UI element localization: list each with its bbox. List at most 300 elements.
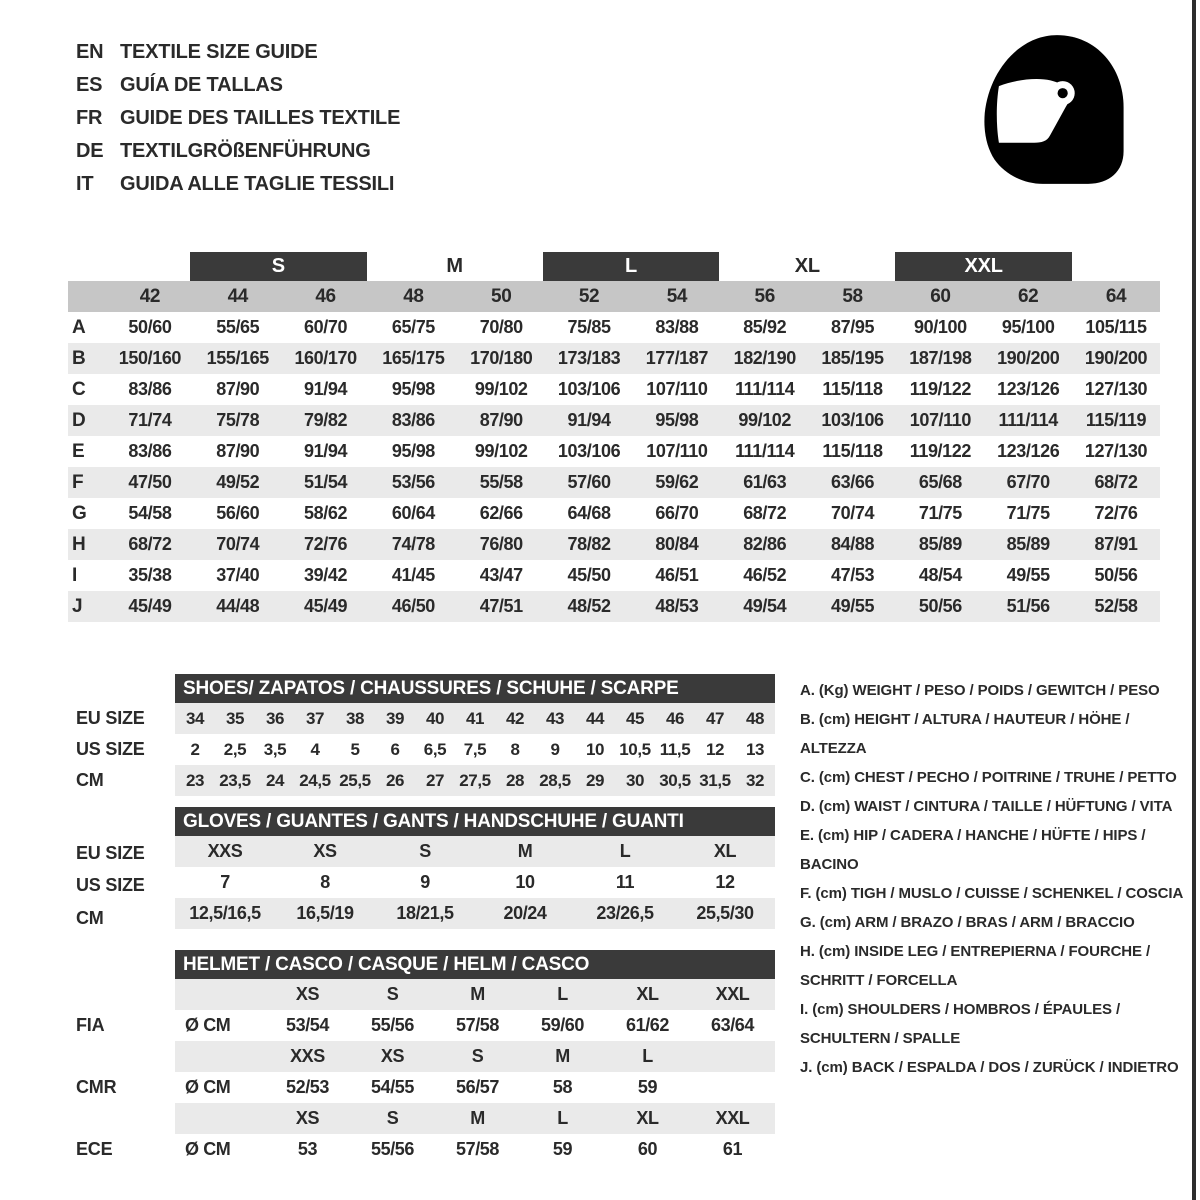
language-code: DE bbox=[76, 140, 104, 162]
shoes-eu-size-label: EU SIZE bbox=[76, 708, 145, 728]
racing-helmet-icon bbox=[972, 28, 1142, 198]
measure-cell: 62/66 bbox=[479, 503, 523, 523]
size-group-row bbox=[68, 252, 1160, 281]
measure-cell: 107/110 bbox=[909, 410, 971, 430]
shoes-eu-cell: 48 bbox=[745, 708, 765, 728]
measure-cell: 87/91 bbox=[1094, 534, 1138, 554]
helmet-fia-sizes-row bbox=[175, 979, 775, 1010]
measure-cell: 99/102 bbox=[738, 410, 792, 430]
shoes-eu-cell: 47 bbox=[705, 708, 725, 728]
measure-cell: 115/119 bbox=[1085, 410, 1147, 430]
measure-cell: 48/52 bbox=[567, 596, 611, 616]
measure-cell: 82/86 bbox=[743, 534, 787, 554]
helmet-value-cell: 56/57 bbox=[455, 1077, 500, 1097]
measure-cell: 127/130 bbox=[1084, 441, 1148, 461]
measure-row-c bbox=[68, 374, 1160, 405]
gloves-cm-label: CM bbox=[76, 908, 104, 928]
diameter-cm-unit: Ø CM bbox=[185, 1139, 231, 1159]
measure-cell: 107/110 bbox=[646, 441, 708, 461]
measure-cell: 107/110 bbox=[646, 379, 708, 399]
title-row-en bbox=[76, 36, 400, 69]
measure-cell: 115/118 bbox=[822, 441, 883, 461]
gloves-cm-row bbox=[175, 898, 775, 929]
page-right-border bbox=[1192, 0, 1196, 1200]
measure-cell: 76/80 bbox=[479, 534, 523, 554]
gloves-us-cell: 11 bbox=[615, 872, 635, 892]
measure-cell: 105/115 bbox=[1085, 317, 1147, 337]
page-title: GUIDA ALLE TAGLIE TESSILI bbox=[120, 173, 395, 195]
measure-cell: 55/58 bbox=[479, 472, 523, 492]
helmet-fia-values-row bbox=[175, 1010, 775, 1041]
measure-row-f bbox=[68, 467, 1160, 498]
measure-cell: 78/82 bbox=[567, 534, 611, 554]
numeric-size: 50 bbox=[491, 285, 512, 307]
numeric-size: 52 bbox=[578, 285, 600, 307]
helmet-size-cell: XS bbox=[295, 984, 320, 1004]
measure-cell: 83/86 bbox=[128, 441, 172, 461]
measure-cell: 79/82 bbox=[304, 410, 348, 430]
gloves-cm-cell: 16,5/19 bbox=[296, 903, 354, 923]
helmet-value-cell: 55/56 bbox=[370, 1139, 415, 1159]
helmet-table-header: HELMET / CASCO / CASQUE / HELM / CASCO bbox=[175, 950, 775, 979]
measure-cell: 177/187 bbox=[645, 348, 709, 368]
helmet-size-cell: M bbox=[555, 1046, 570, 1066]
measure-cell: 35/38 bbox=[128, 565, 172, 585]
diameter-cm-unit: Ø CM bbox=[185, 1077, 231, 1097]
page-title: GUÍA DE TALLAS bbox=[120, 74, 283, 96]
measure-cell: 84/88 bbox=[831, 534, 875, 554]
measure-cell: 53/56 bbox=[391, 472, 435, 492]
shoes-eu-cell: 42 bbox=[505, 708, 525, 728]
helmet-size-cell: M bbox=[470, 1108, 485, 1128]
shoes-cm-cell: 28,5 bbox=[539, 770, 571, 790]
numeric-size: 44 bbox=[227, 285, 248, 307]
textile-size-table bbox=[68, 252, 1160, 622]
numeric-size: 54 bbox=[666, 285, 688, 307]
helmet-value-cell: 61/62 bbox=[625, 1015, 670, 1035]
measure-cell: 87/95 bbox=[831, 317, 875, 337]
legend-item-i: I. (cm) SHOULDERS / HOMBROS / ÉPAULES / SCHULTERN / SPALLE bbox=[800, 1001, 1121, 1047]
helmet-table-body bbox=[175, 979, 775, 1165]
gloves-cm-cell: 12,5/16,5 bbox=[189, 903, 261, 923]
shoes-eu-row bbox=[175, 703, 775, 734]
measure-cell: 103/106 bbox=[557, 441, 621, 461]
measure-cell: 65/68 bbox=[918, 472, 962, 492]
row-letter: F bbox=[72, 471, 84, 493]
measure-cell: 39/42 bbox=[304, 565, 348, 585]
measure-cell: 50/56 bbox=[918, 596, 962, 616]
measure-cell: 68/72 bbox=[128, 534, 172, 554]
row-letter: B bbox=[72, 347, 86, 369]
measure-cell: 71/75 bbox=[1006, 503, 1050, 523]
gloves-eu-cell: XXS bbox=[207, 841, 243, 861]
shoes-us-cell: 6,5 bbox=[423, 739, 447, 759]
shoes-cm-cell: 31,5 bbox=[699, 770, 731, 790]
measure-cell: 127/130 bbox=[1084, 379, 1148, 399]
row-letter: E bbox=[72, 440, 85, 462]
helmet-value-cell: 59 bbox=[637, 1077, 658, 1097]
size-group-s: S bbox=[190, 252, 366, 281]
shoes-us-cell: 11,5 bbox=[659, 739, 691, 759]
shoes-us-size-label: US SIZE bbox=[76, 739, 145, 759]
measure-cell: 87/90 bbox=[216, 441, 260, 461]
measure-cell: 99/102 bbox=[474, 379, 528, 399]
legend-item-b: B. (cm) HEIGHT / ALTURA / HAUTEUR / HÖHE / ALTEZZA bbox=[800, 711, 1130, 757]
row-letter: G bbox=[72, 502, 87, 524]
shoes-cm-cell: 24,5 bbox=[299, 770, 331, 790]
helmet-cmr-sizes-row bbox=[175, 1041, 775, 1072]
measure-cell: 64/68 bbox=[567, 503, 611, 523]
measure-cell: 80/84 bbox=[655, 534, 699, 554]
shoes-cm-cell: 28 bbox=[505, 770, 525, 790]
measure-cell: 155/165 bbox=[206, 348, 269, 368]
shoes-us-cell: 3,5 bbox=[263, 739, 287, 759]
gloves-us-cell: 9 bbox=[420, 872, 430, 892]
language-code: IT bbox=[76, 173, 94, 195]
helmet-value-cell: 54/55 bbox=[370, 1077, 415, 1097]
helmet-value-cell: 60 bbox=[637, 1139, 658, 1159]
helmet-size-cell: XXL bbox=[715, 1108, 750, 1128]
numeric-size: 64 bbox=[1105, 285, 1127, 307]
gloves-eu-cell: S bbox=[419, 841, 431, 861]
measure-row-a bbox=[68, 312, 1160, 343]
measure-cell: 83/86 bbox=[128, 379, 172, 399]
language-code: ES bbox=[76, 74, 103, 96]
measure-cell: 49/54 bbox=[743, 596, 787, 616]
shoes-table bbox=[175, 674, 775, 796]
helmet-cmr-values-row bbox=[175, 1072, 775, 1103]
shoes-us-cell: 5 bbox=[350, 739, 360, 759]
measure-cell: 160/170 bbox=[294, 348, 357, 368]
shoes-cm-row bbox=[175, 765, 775, 796]
title-row-it bbox=[76, 168, 400, 201]
measure-cell: 111/114 bbox=[735, 379, 795, 399]
measure-cell: 123/126 bbox=[997, 441, 1060, 461]
helmet-value-cell: 57/58 bbox=[455, 1139, 500, 1159]
language-code: EN bbox=[76, 41, 104, 63]
measure-cell: 70/74 bbox=[831, 503, 875, 523]
measure-cell: 45/50 bbox=[567, 565, 611, 585]
helmet-value-cell: 53 bbox=[297, 1139, 318, 1159]
helmet-value-cell: 61 bbox=[722, 1139, 743, 1159]
legend-item-j: J. (cm) BACK / ESPALDA / DOS / ZURÜCK / INDIETRO bbox=[800, 1059, 1179, 1076]
measure-cell: 71/75 bbox=[918, 503, 962, 523]
measure-cell: 72/76 bbox=[1094, 503, 1138, 523]
shoes-cm-cell: 26 bbox=[385, 770, 405, 790]
helmet-ece-values-row bbox=[175, 1134, 775, 1165]
gloves-table-header: GLOVES / GUANTES / GANTS / HANDSCHUHE / GUANTI bbox=[175, 807, 775, 836]
measure-cell: 95/98 bbox=[655, 410, 699, 430]
shoes-eu-cell: 45 bbox=[625, 708, 645, 728]
measure-cell: 68/72 bbox=[1094, 472, 1138, 492]
shoes-us-cell: 9 bbox=[550, 739, 560, 759]
row-letter: D bbox=[72, 409, 86, 431]
measure-cell: 41/45 bbox=[391, 565, 435, 585]
helmet-size-cell: XL bbox=[636, 984, 659, 1004]
shoes-eu-cell: 39 bbox=[385, 708, 405, 728]
measure-cell: 85/89 bbox=[918, 534, 962, 554]
measure-cell: 83/88 bbox=[655, 317, 699, 337]
measure-cell: 50/60 bbox=[128, 317, 172, 337]
measure-cell: 70/80 bbox=[479, 317, 523, 337]
measure-cell: 66/70 bbox=[655, 503, 699, 523]
legend-item-h: H. (cm) INSIDE LEG / ENTREPIERNA / FOURCHE / SCHRITT / FORCELLA bbox=[800, 943, 1151, 989]
measure-cell: 51/56 bbox=[1006, 596, 1050, 616]
measure-cell: 182/190 bbox=[733, 348, 796, 368]
shoes-cm-cell: 30,5 bbox=[659, 770, 691, 790]
legend-item-a: A. (Kg) WEIGHT / PESO / POIDS / GEWITCH / PESO bbox=[800, 682, 1160, 699]
helmet-value-cell: 52/53 bbox=[285, 1077, 330, 1097]
measure-cell: 65/75 bbox=[391, 317, 435, 337]
measure-cell: 57/60 bbox=[567, 472, 611, 492]
measure-cell: 51/54 bbox=[304, 472, 348, 492]
shoes-cm-cell: 27,5 bbox=[459, 770, 491, 790]
helmet-ece-label: ECE bbox=[76, 1139, 113, 1159]
row-letter: J bbox=[72, 595, 83, 617]
measure-cell: 49/52 bbox=[216, 472, 260, 492]
numeric-size: 42 bbox=[139, 285, 161, 307]
title-row-es bbox=[76, 69, 400, 102]
shoes-cm-cell: 23,5 bbox=[219, 770, 251, 790]
gloves-eu-cell: XS bbox=[313, 841, 337, 861]
measure-cell: 45/49 bbox=[128, 596, 172, 616]
helmet-size-cell: XXL bbox=[715, 984, 750, 1004]
shoes-us-cell: 12 bbox=[705, 739, 725, 759]
helmet-value-cell: 55/56 bbox=[370, 1015, 415, 1035]
numeric-size: 58 bbox=[842, 285, 863, 307]
measure-cell: 185/195 bbox=[821, 348, 884, 368]
measure-cell: 95/100 bbox=[1001, 317, 1055, 337]
measure-cell: 111/114 bbox=[998, 410, 1058, 430]
measure-cell: 187/198 bbox=[909, 348, 972, 368]
measure-cell: 75/85 bbox=[567, 317, 611, 337]
size-group-l: L bbox=[543, 252, 719, 281]
title-block bbox=[76, 36, 400, 201]
measure-row-h bbox=[68, 529, 1160, 560]
shoes-eu-cell: 36 bbox=[265, 708, 285, 728]
measure-cell: 95/98 bbox=[391, 441, 435, 461]
measure-cell: 67/70 bbox=[1006, 472, 1050, 492]
helmet-size-cell: S bbox=[471, 1046, 484, 1066]
measure-cell: 91/94 bbox=[304, 379, 348, 399]
measure-cell: 95/98 bbox=[391, 379, 435, 399]
helmet-value-cell: 59/60 bbox=[540, 1015, 585, 1035]
measure-cell: 75/78 bbox=[216, 410, 260, 430]
shoes-cm-cell: 23 bbox=[185, 770, 205, 790]
title-row-de bbox=[76, 135, 400, 168]
measure-cell: 190/200 bbox=[1084, 348, 1148, 368]
gloves-cm-cell: 23/26,5 bbox=[596, 903, 654, 923]
measure-cell: 55/65 bbox=[216, 317, 260, 337]
title-row-fr bbox=[76, 102, 400, 135]
measure-cell: 54/58 bbox=[128, 503, 172, 523]
measure-cell: 58/62 bbox=[304, 503, 348, 523]
gloves-eu-cell: XL bbox=[713, 841, 737, 861]
size-group-m: M bbox=[446, 255, 463, 277]
shoes-cm-cell: 30 bbox=[625, 770, 645, 790]
page-title: TEXTILE SIZE GUIDE bbox=[120, 41, 318, 63]
gloves-us-cell: 10 bbox=[515, 872, 535, 892]
gloves-us-cell: 8 bbox=[320, 872, 330, 892]
helmet-table bbox=[175, 950, 775, 1165]
shoes-us-cell: 13 bbox=[745, 739, 765, 759]
helmet-size-cell: XXS bbox=[290, 1046, 325, 1066]
gloves-eu-cell: L bbox=[619, 841, 631, 861]
shoes-us-cell: 8 bbox=[510, 739, 520, 759]
measure-row-e bbox=[68, 436, 1160, 467]
measure-cell: 48/53 bbox=[655, 596, 699, 616]
shoes-cm-cell: 27 bbox=[425, 770, 445, 790]
helmet-value-cell: 57/58 bbox=[455, 1015, 500, 1035]
helmet-size-cell: S bbox=[386, 1108, 399, 1128]
shoes-eu-cell: 43 bbox=[545, 708, 565, 728]
measure-cell: 170/180 bbox=[470, 348, 533, 368]
gloves-table bbox=[175, 807, 775, 929]
measure-row-b bbox=[68, 343, 1160, 374]
measure-cell: 60/64 bbox=[391, 503, 435, 523]
row-letter: A bbox=[72, 316, 86, 338]
measure-cell: 85/92 bbox=[743, 317, 787, 337]
helmet-size-cell: XL bbox=[636, 1108, 659, 1128]
measure-cell: 165/175 bbox=[382, 348, 445, 368]
legend-item-c: C. (cm) CHEST / PECHO / POITRINE / TRUHE / PETTO bbox=[800, 769, 1177, 786]
size-group-xl: XL bbox=[794, 255, 820, 277]
measure-cell: 87/90 bbox=[479, 410, 523, 430]
measure-cell: 43/47 bbox=[479, 565, 523, 585]
measure-row-j bbox=[68, 591, 1160, 622]
shoes-us-cell: 7,5 bbox=[463, 739, 487, 759]
legend-item-e: E. (cm) HIP / CADERA / HANCHE / HÜFTE / HIPS / BACINO bbox=[800, 827, 1146, 873]
gloves-cm-cell: 18/21,5 bbox=[396, 903, 454, 923]
measure-cell: 61/63 bbox=[743, 472, 787, 492]
measure-cell: 52/58 bbox=[1094, 596, 1138, 616]
shoes-cm-cell: 24 bbox=[265, 770, 285, 790]
gloves-table-body bbox=[175, 836, 775, 929]
helmet-value-cell: 63/64 bbox=[710, 1015, 755, 1035]
measure-cell: 49/55 bbox=[831, 596, 875, 616]
measure-cell: 48/54 bbox=[918, 565, 962, 585]
row-letter: I bbox=[72, 564, 77, 586]
size-group-xxl: XXL bbox=[895, 252, 1071, 281]
shoes-table-header: SHOES/ ZAPATOS / CHAUSSURES / SCHUHE / SCARPE bbox=[175, 674, 775, 703]
measure-cell: 70/74 bbox=[216, 534, 260, 554]
measure-cell: 85/89 bbox=[1006, 534, 1050, 554]
shoes-eu-cell: 37 bbox=[305, 708, 325, 728]
helmet-size-cell: XS bbox=[380, 1046, 405, 1066]
diameter-cm-unit: Ø CM bbox=[185, 1015, 231, 1035]
measure-cell: 47/50 bbox=[128, 472, 172, 492]
helmet-value-cell: 58 bbox=[552, 1077, 573, 1097]
legend-item-g: G. (cm) ARM / BRAZO / BRAS / ARM / BRACCIO bbox=[800, 914, 1135, 931]
shoes-us-cell: 2,5 bbox=[223, 739, 247, 759]
shoes-eu-cell: 41 bbox=[465, 708, 485, 728]
row-letter: H bbox=[72, 533, 86, 555]
shoes-eu-cell: 38 bbox=[345, 708, 365, 728]
measure-row-g bbox=[68, 498, 1160, 529]
shoes-eu-cell: 46 bbox=[665, 708, 685, 728]
measure-cell: 46/50 bbox=[391, 596, 435, 616]
measure-cell: 103/106 bbox=[557, 379, 621, 399]
measure-cell: 91/94 bbox=[567, 410, 611, 430]
measure-cell: 119/122 bbox=[909, 379, 971, 399]
measure-cell: 74/78 bbox=[391, 534, 435, 554]
helmet-value-cell: 53/54 bbox=[285, 1015, 330, 1035]
page-title: GUIDE DES TAILLES TEXTILE bbox=[120, 107, 401, 129]
numeric-size: 60 bbox=[930, 285, 951, 307]
helmet-fia-label: FIA bbox=[76, 1015, 105, 1035]
page-title: TEXTILGRÖßENFÜHRUNG bbox=[120, 140, 371, 162]
measure-cell: 50/56 bbox=[1094, 565, 1138, 585]
measure-cell: 46/52 bbox=[743, 565, 787, 585]
gloves-us-cell: 7 bbox=[220, 872, 230, 892]
measure-cell: 115/118 bbox=[822, 379, 883, 399]
gloves-cm-cell: 25,5/30 bbox=[696, 903, 754, 923]
spacer bbox=[68, 252, 102, 281]
gloves-us-cell: 12 bbox=[715, 872, 735, 892]
measure-cell: 56/60 bbox=[216, 503, 260, 523]
gloves-cm-cell: 20/24 bbox=[503, 903, 547, 923]
helmet-ece-sizes-row bbox=[175, 1103, 775, 1134]
gloves-us-row bbox=[175, 867, 775, 898]
gloves-eu-size-label: EU SIZE bbox=[76, 843, 145, 863]
row-letter: C bbox=[72, 378, 86, 400]
measure-cell: 119/122 bbox=[909, 441, 971, 461]
measure-cell: 59/62 bbox=[655, 472, 699, 492]
measure-cell: 47/51 bbox=[479, 596, 523, 616]
shoes-eu-cell: 44 bbox=[585, 708, 605, 728]
helmet-size-cell: L bbox=[557, 984, 568, 1004]
shoes-eu-cell: 34 bbox=[185, 708, 205, 728]
measure-cell: 87/90 bbox=[216, 379, 260, 399]
measure-cell: 49/55 bbox=[1006, 565, 1050, 585]
legend-item-d: D. (cm) WAIST / CINTURA / TAILLE / HÜFTUNG / VITA bbox=[800, 798, 1173, 815]
helmet-value-cell: 59 bbox=[552, 1139, 573, 1159]
measure-cell: 71/74 bbox=[128, 410, 172, 430]
measure-cell: 63/66 bbox=[831, 472, 875, 492]
measure-cell: 47/53 bbox=[831, 565, 875, 585]
measure-cell: 44/48 bbox=[216, 596, 260, 616]
numeric-size: 62 bbox=[1018, 285, 1039, 307]
numeric-size: 48 bbox=[403, 285, 424, 307]
helmet-size-cell: L bbox=[642, 1046, 653, 1066]
numeric-size-row bbox=[68, 281, 1160, 312]
shoes-cm-cell: 32 bbox=[745, 770, 765, 790]
measure-cell: 111/114 bbox=[735, 441, 795, 461]
measure-cell: 68/72 bbox=[743, 503, 787, 523]
measure-cell: 190/200 bbox=[997, 348, 1060, 368]
shoes-us-cell: 10 bbox=[585, 739, 605, 759]
measure-cell: 37/40 bbox=[216, 565, 260, 585]
shoes-table-body bbox=[175, 703, 775, 796]
shoes-us-cell: 10,5 bbox=[619, 739, 651, 759]
numeric-size: 56 bbox=[754, 285, 775, 307]
helmet-size-cell: L bbox=[557, 1108, 568, 1128]
shoes-us-cell: 2 bbox=[190, 739, 200, 759]
measure-row-d bbox=[68, 405, 1160, 436]
measure-row-i bbox=[68, 560, 1160, 591]
measure-cell: 83/86 bbox=[391, 410, 435, 430]
measure-cell: 46/51 bbox=[655, 565, 699, 585]
measure-cell: 150/160 bbox=[118, 348, 182, 368]
spacer bbox=[102, 252, 190, 281]
gloves-eu-cell: M bbox=[517, 841, 533, 861]
measure-cell: 91/94 bbox=[304, 441, 348, 461]
helmet-size-cell: XS bbox=[295, 1108, 320, 1128]
measure-cell: 103/106 bbox=[821, 410, 884, 430]
measure-cell: 90/100 bbox=[914, 317, 967, 337]
gloves-us-size-label: US SIZE bbox=[76, 875, 145, 895]
measure-cell: 72/76 bbox=[304, 534, 348, 554]
